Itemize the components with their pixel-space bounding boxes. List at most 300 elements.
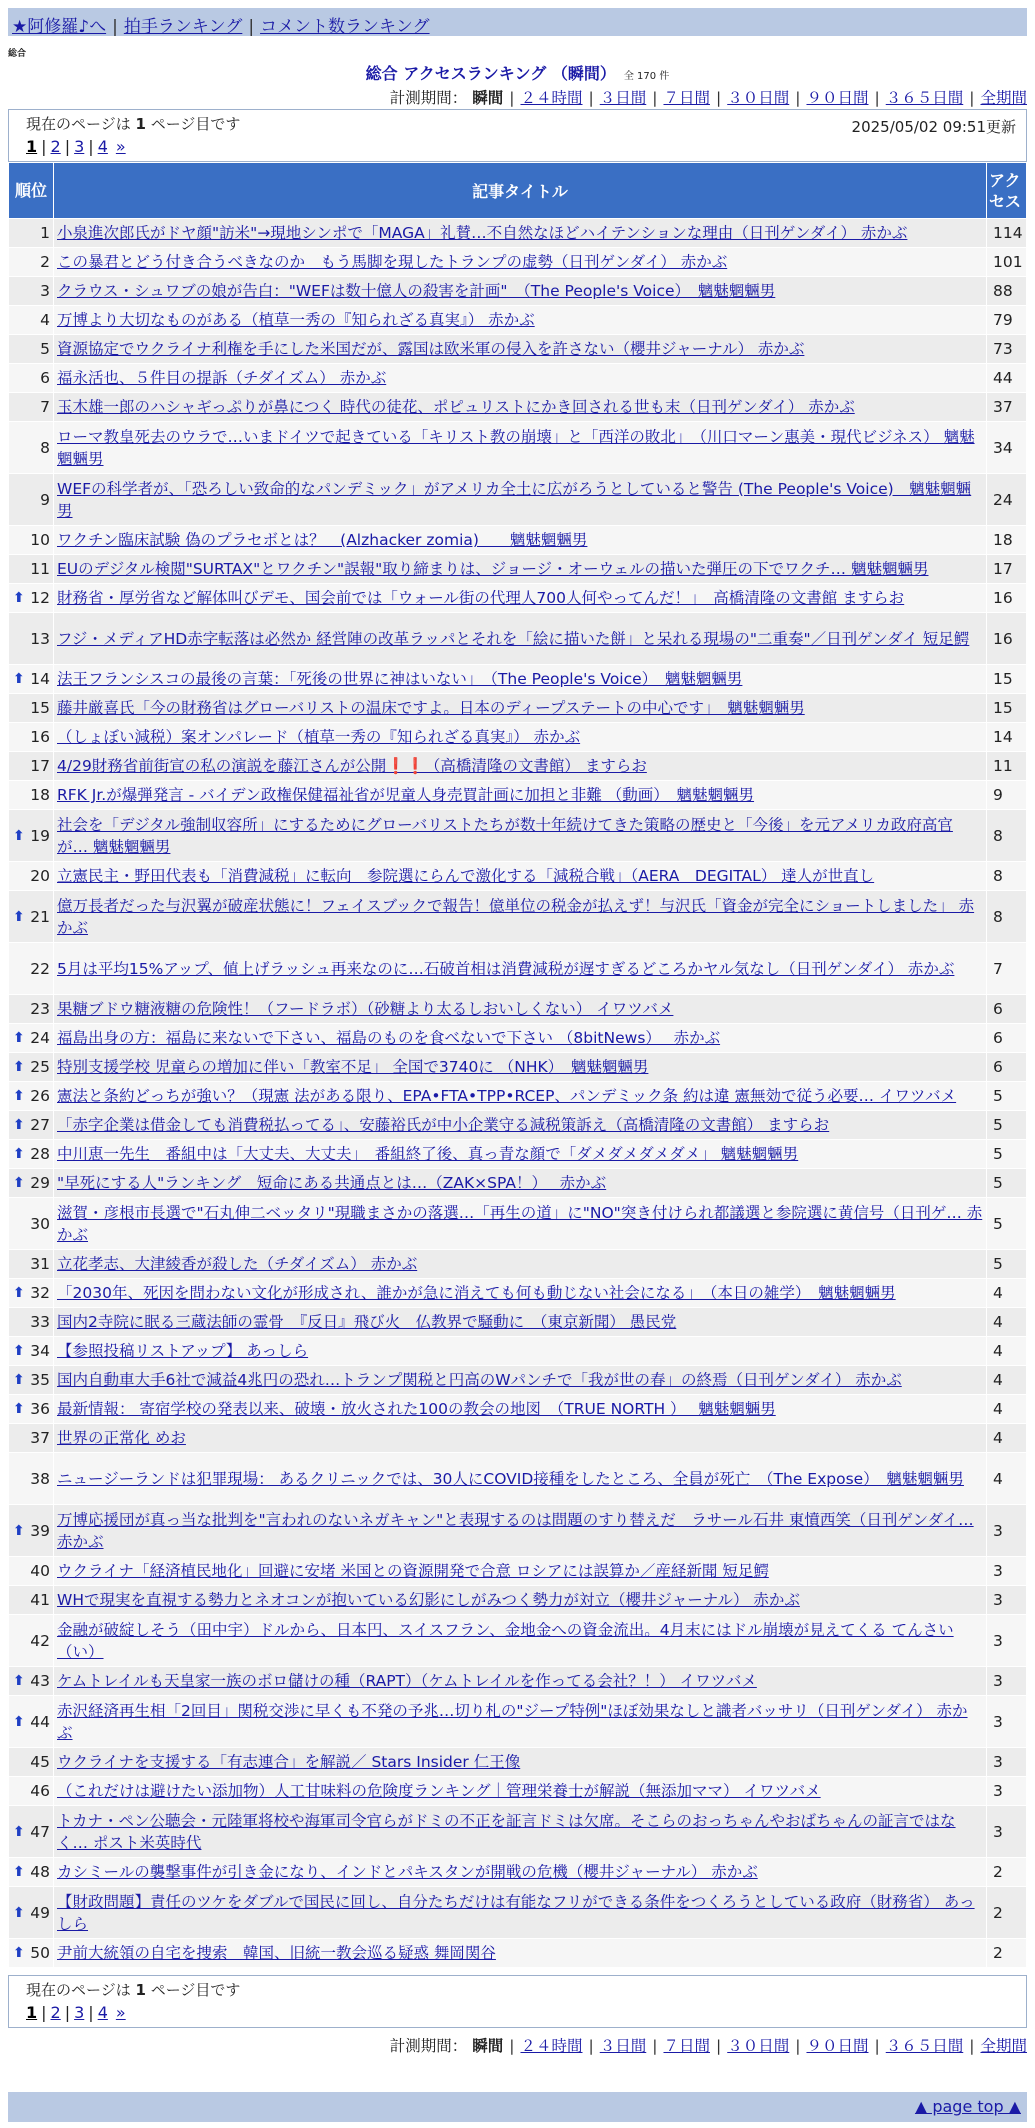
access-count: 5	[987, 1169, 1027, 1198]
table-row	[9, 1082, 1027, 1111]
access-count: 3	[987, 1557, 1027, 1586]
rank-cell	[9, 248, 54, 277]
rank-number: 42	[30, 1631, 50, 1650]
table-row	[9, 474, 1027, 526]
title-cell	[54, 1053, 987, 1082]
category-label: 総合	[8, 49, 27, 59]
rank-number: 28	[30, 1145, 50, 1163]
table-row	[9, 364, 1027, 393]
article-link[interactable]: 立花孝志、大津綾香が殺した（チダイズム） 赤かぶ	[57, 1255, 418, 1273]
article-link[interactable]: 立憲民主・野田代表も「消費減税」に転向 参院選にらんで激化する「減税合戦」（AERA DEGITAL） 達人が世直し	[57, 867, 875, 885]
title-cell	[54, 364, 987, 393]
up-arrow-icon: ⬆	[13, 1175, 25, 1191]
table-row	[9, 277, 1027, 306]
pager-current: 1	[26, 137, 38, 156]
article-link[interactable]: 尹前大統領の自宅を捜索 韓国、旧統一教会巡る疑惑 舞岡関谷	[57, 1944, 496, 1962]
top-nav-bar	[8, 8, 1027, 36]
rank-number: 34	[30, 1342, 50, 1360]
access-count: 7	[987, 943, 1027, 995]
period-all[interactable]: 全期間	[980, 89, 1027, 107]
rank-number: 19	[30, 826, 50, 845]
rank-number: 7	[40, 398, 50, 416]
rank-number: 37	[30, 1429, 50, 1447]
period-365d[interactable]: ３６５日間	[885, 2037, 964, 2055]
current-page-info: 現在のページは 1 ページ目です	[26, 115, 241, 133]
footer-bar	[8, 2092, 1027, 2122]
access-count: 3	[987, 1667, 1027, 1696]
article-link[interactable]: 万博応援団が真っ当な批判を"言われのないネガキャン"と表現するのは問題のすり替えだ ラサール石井 東憤西笑（日刊ゲンダイ… 赤かぶ	[57, 1510, 974, 1551]
access-count: 8	[987, 862, 1027, 891]
table-row	[9, 1615, 1027, 1667]
rank-cell	[9, 1424, 54, 1453]
title-cell	[54, 1308, 987, 1337]
rank-cell	[9, 1696, 54, 1748]
article-link[interactable]: ローマ教皇死去のウラで…いまドイツで起きている「キリスト教の崩壊」と「西洋の敗北」 （川口マーン惠美・現代ビジネス） 魑魅魍魎男	[57, 427, 975, 468]
rank-cell	[9, 1279, 54, 1308]
article-link[interactable]: 特別支援学校 児童らの増加に伴い「教室不足」 全国で3740に （NHK） 魑魅魍魎男	[57, 1058, 649, 1076]
pager-next[interactable]: »	[115, 137, 126, 156]
rank-number: 23	[30, 1000, 50, 1018]
rank-cell	[9, 1308, 54, 1337]
table-row	[9, 1024, 1027, 1053]
table-row	[9, 1696, 1027, 1748]
rank-number: 6	[40, 369, 50, 387]
title-cell	[54, 781, 987, 810]
access-count: 3	[987, 1696, 1027, 1748]
period-365d[interactable]: ３６５日間	[885, 89, 964, 107]
title-cell	[54, 1169, 987, 1198]
title-cell	[54, 943, 987, 995]
article-link[interactable]: 滋賀・彦根市長選で"石丸伸二ベッタリ"現職まさかの落選…「再生の道」に"NO"突き付けられ都議選と参院選に黄信号（日刊ゲ… 赤かぶ	[57, 1203, 983, 1244]
title-cell	[54, 1395, 987, 1424]
table-row	[9, 665, 1027, 694]
title-cell	[54, 1024, 987, 1053]
article-link[interactable]: ニュージーランドは犯罪現場： あるクリニックでは、30人にCOVID接種をしたところ、全員が死亡 （The Expose） 魑魅魍魎男	[57, 1469, 964, 1488]
period-30d[interactable]: ３０日間	[727, 89, 790, 107]
article-link[interactable]: （これだけは避けたい添加物）人工甘味料の危険度ランキング｜管理栄養士が解説（無添加ママ） イワツバメ	[57, 1782, 821, 1800]
article-link[interactable]: 金融が破綻しそう（田中宇）ドルから、日本円、スイスフラン、金地金への資金流出。4月末にはドル崩壊が見えてくる てんさい（い）	[57, 1620, 954, 1661]
rank-cell	[9, 1337, 54, 1366]
rank-cell	[9, 1806, 54, 1858]
period-selector-bottom: 計測期間： 瞬間 | ２４時間 | ３日間 | ７日間 | ３０日間 | ９０日間 | ３６５日間 | 全期間	[389, 2037, 1027, 2055]
pager-top: 1 | 2 | 3 | 4 »	[26, 137, 126, 156]
table-row	[9, 1424, 1027, 1453]
up-arrow-icon: ⬆	[13, 1945, 25, 1961]
title-cell	[54, 306, 987, 335]
table-row	[9, 248, 1027, 277]
access-count: 5	[987, 1250, 1027, 1279]
access-count: 14	[987, 723, 1027, 752]
table-row	[9, 781, 1027, 810]
title-cell	[54, 474, 987, 526]
table-row	[9, 555, 1027, 584]
rank-number: 24	[30, 1029, 50, 1047]
up-arrow-icon: ⬆	[13, 827, 25, 844]
up-arrow-icon: ⬆	[13, 1030, 25, 1046]
period-24h[interactable]: ２４時間	[520, 2037, 583, 2055]
access-count: 8	[987, 891, 1027, 943]
article-link[interactable]: 財務省・厚労省など解体叫びデモ、国会前では「ウォール街の代理人700人何やってんだ！」 高橋清隆の文書館 ますらお	[57, 589, 905, 607]
title-cell	[54, 1424, 987, 1453]
rank-number: 27	[30, 1116, 50, 1134]
access-count: 3	[987, 1505, 1027, 1557]
article-link[interactable]: 【財政問題】責任のツケをダブルで国民に回し、自分たちだけは有能なフリができる条件をつくろうとしている政府（財務省） あっしら	[57, 1892, 975, 1933]
table-row	[9, 1586, 1027, 1615]
pager-page-3[interactable]: 3	[74, 137, 85, 156]
article-link[interactable]: EUのデジタル検閲"SURTAX"とワクチン"誤報"取り締まりは、ジョージ・オーウェルの描いた弾圧の下でワクチ… 魑魅魍魎男	[57, 560, 929, 578]
article-link[interactable]: 最新情報： 寄宿学校の発表以来、破壊・放火された100の教会の地図 （TRUE NORTH ） 魑魅魍魎男	[57, 1400, 776, 1418]
rank-number: 41	[30, 1591, 50, 1609]
up-arrow-icon: ⬆	[13, 1146, 25, 1162]
period-label: 計測期間：	[389, 2037, 468, 2055]
period-current: 瞬間	[472, 89, 504, 107]
access-count: 101	[987, 248, 1027, 277]
article-link[interactable]: ケムトレイルも天皇家一族のボロ儲けの種（RAPT）（ケムトレイルを作ってる会社？！） イワツバメ	[57, 1672, 757, 1690]
rank-number: 45	[30, 1753, 50, 1771]
access-count: 34	[987, 422, 1027, 474]
period-90d[interactable]: ９０日間	[806, 89, 869, 107]
rank-cell	[9, 1453, 54, 1505]
period-90d[interactable]: ９０日間	[806, 2037, 869, 2055]
period-3d[interactable]: ３日間	[599, 89, 647, 107]
table-row	[9, 1053, 1027, 1082]
article-link[interactable]: 国内自動車大手6社で減益4兆円の恐れ…トランプ関税と円高のWパンチで「我が世の春」の終焉（日刊ゲンダイ） 赤かぶ	[57, 1371, 902, 1389]
title-cell	[54, 335, 987, 364]
article-link[interactable]: フジ・メディアHD赤字転落は必然か 経営陣の改革ラッパとそれを「絵に描いた餅」と呆れる現場の"二重奏"／日刊ゲンダイ 短足鰐	[57, 629, 970, 648]
rank-cell	[9, 474, 54, 526]
access-count: 79	[987, 306, 1027, 335]
title-cell	[54, 219, 987, 248]
rank-cell	[9, 1939, 54, 1968]
rank-cell	[9, 1024, 54, 1053]
table-row	[9, 1887, 1027, 1939]
article-link[interactable]: WHで現実を直視する勢力とネオコンが抱いている幻影にしがみつく勢力が対立（櫻井ジャーナル） 赤かぶ	[57, 1591, 800, 1609]
title-cell	[54, 1557, 987, 1586]
rank-cell	[9, 219, 54, 248]
table-row	[9, 1308, 1027, 1337]
rank-cell	[9, 1250, 54, 1279]
rank-number: 18	[30, 786, 50, 804]
table-row	[9, 306, 1027, 335]
access-count: 5	[987, 1111, 1027, 1140]
access-count: 17	[987, 555, 1027, 584]
article-link[interactable]: 赤沢経済再生相「2回目」関税交渉に早くも不発の予兆…切り札の"ジープ特例"ほぼ効果なしと識者バッサリ（日刊ゲンダイ） 赤かぶ	[57, 1701, 968, 1742]
article-link[interactable]: 世界の正常化 めお	[57, 1429, 186, 1447]
access-count: 5	[987, 1198, 1027, 1250]
pager-page-2[interactable]: 2	[50, 137, 61, 156]
rank-number: 26	[30, 1087, 50, 1105]
article-link[interactable]: 【参照投稿リストアップ】 あっしら	[57, 1342, 309, 1360]
rank-cell	[9, 1667, 54, 1696]
period-current: 瞬間	[472, 2037, 504, 2055]
up-arrow-icon: ⬆	[13, 1864, 25, 1880]
rank-number: 21	[30, 907, 50, 926]
article-link[interactable]: （しょぼい減税）案オンパレード（植草一秀の『知られざる真実』） 赤かぶ	[57, 728, 581, 746]
title-cell	[54, 694, 987, 723]
article-link[interactable]: クラウス・シュワブの娘が告白："WEFは数十億人の殺害を計画" （The People's Voice） 魑魅魍魎男	[57, 282, 776, 300]
rank-cell	[9, 1395, 54, 1424]
period-24h[interactable]: ２４時間	[520, 89, 583, 107]
rank-number: 46	[30, 1782, 50, 1800]
rank-number: 44	[30, 1712, 50, 1731]
access-count: 4	[987, 1424, 1027, 1453]
rank-number: 33	[30, 1313, 50, 1331]
up-arrow-icon: ⬆	[13, 1372, 25, 1388]
header-rank: 順位	[9, 163, 54, 219]
title-cell	[54, 1667, 987, 1696]
rank-number: 47	[30, 1822, 50, 1841]
table-row	[9, 1366, 1027, 1395]
rank-number: 31	[30, 1255, 50, 1273]
rank-cell	[9, 1887, 54, 1939]
title-cell	[54, 584, 987, 613]
access-count: 37	[987, 393, 1027, 422]
article-link[interactable]: WEFの科学者が、「恐ろしい致命的なパンデミック」がアメリカ全土に広がろうとしていると警告 (The People's Voice) 魑魅魍魎男	[57, 479, 972, 520]
title-cell	[54, 862, 987, 891]
rank-cell	[9, 364, 54, 393]
table-row	[9, 1337, 1027, 1366]
rank-cell	[9, 584, 54, 613]
article-link[interactable]: 福島出身の方：福島に来ないで下さい、福島のものを食べないで下さい （8bitNews） 赤かぶ	[57, 1029, 721, 1047]
rank-number: 48	[30, 1863, 50, 1881]
nav-link-clap-ranking[interactable]: 拍手ランキング	[123, 17, 243, 37]
table-row	[9, 1279, 1027, 1308]
ranking-rows	[9, 219, 1027, 1968]
period-30d[interactable]: ３０日間	[727, 2037, 790, 2055]
article-link[interactable]: 小泉進次郎氏がドヤ顔"訪米"→現地シンポで「MAGA」礼賛…不自然なほどハイテンションな理由（日刊ゲンダイ） 赤かぶ	[57, 224, 908, 242]
title-cell	[54, 1615, 987, 1667]
article-link[interactable]: カシミールの襲撃事件が引き金になり、インドとパキスタンが開戦の危機（櫻井ジャーナル） 赤かぶ	[57, 1863, 758, 1881]
period-3d[interactable]: ３日間	[599, 2037, 647, 2055]
title-cell	[54, 1586, 987, 1615]
access-count: 18	[987, 526, 1027, 555]
access-count: 24	[987, 474, 1027, 526]
rank-cell	[9, 422, 54, 474]
rank-cell	[9, 1198, 54, 1250]
period-all[interactable]: 全期間	[980, 2037, 1027, 2055]
title-cell	[54, 1279, 987, 1308]
rank-number: 12	[30, 589, 50, 607]
access-count: 11	[987, 752, 1027, 781]
rank-number: 16	[30, 728, 50, 746]
title-cell	[54, 1748, 987, 1777]
title-cell	[54, 723, 987, 752]
access-count: 3	[987, 1806, 1027, 1858]
title-cell	[54, 1366, 987, 1395]
table-row	[9, 526, 1027, 555]
article-link[interactable]: 万博より大切なものがある（植草一秀の『知られざる真実』） 赤かぶ	[57, 311, 535, 329]
rank-cell	[9, 277, 54, 306]
access-count: 73	[987, 335, 1027, 364]
rank-cell	[9, 1777, 54, 1806]
rank-number: 49	[30, 1903, 50, 1922]
table-row	[9, 393, 1027, 422]
article-link[interactable]: "早死にする人"ランキング 短命にある共通点とは…（ZAK×SPA！） 赤かぶ	[57, 1174, 607, 1192]
access-count: 3	[987, 1586, 1027, 1615]
article-link[interactable]: ウクライナ「経済植民地化」回避に安堵 米国との資源開発で合意 ロシアには誤算か／産経新聞 短足鰐	[57, 1562, 769, 1580]
access-count: 9	[987, 781, 1027, 810]
access-count: 4	[987, 1279, 1027, 1308]
up-arrow-icon: ⬆	[13, 1343, 25, 1359]
article-link[interactable]: 中川恵一先生 番組中は「大丈夫、大丈夫」 番組終了後、真っ青な顔で「ダメダメダメダメ」 魑魅魍魎男	[57, 1145, 799, 1163]
period-7d[interactable]: ７日間	[663, 2037, 710, 2055]
title-cell	[54, 1696, 987, 1748]
table-row	[9, 1505, 1027, 1557]
rank-number: 9	[40, 490, 50, 509]
title-cell	[54, 1777, 987, 1806]
title-cell	[54, 1806, 987, 1858]
table-row	[9, 810, 1027, 862]
title-cell	[54, 810, 987, 862]
rank-cell	[9, 1082, 54, 1111]
article-link[interactable]: 法王フランシスコの最後の言葉：「死後の世界に神はいない」 （The People's Voice） 魑魅魍魎男	[57, 670, 743, 688]
title-cell	[54, 422, 987, 474]
rank-cell	[9, 1505, 54, 1557]
rank-cell	[9, 306, 54, 335]
article-link[interactable]: RFK Jr.が爆弾発言 - バイデン政権保健福祉省が児童人身売買計画に加担と非難 （動画） 魑魅魍魎男	[57, 786, 755, 804]
rank-number: 40	[30, 1562, 50, 1580]
period-label: 計測期間：	[389, 89, 468, 107]
article-link[interactable]: 億万長者だった与沢翼が破産状態に！フェイスブックで報告！億単位の税金が払えず！与沢氏「資金が完全にショートしました」 赤かぶ	[57, 896, 975, 937]
rank-cell	[9, 781, 54, 810]
article-link[interactable]: ワクチン臨床試験 偽のプラセボとは？ (Alzhacker zomia) 魑魅魍魎男	[57, 531, 588, 549]
access-count: 3	[987, 1777, 1027, 1806]
rank-cell	[9, 810, 54, 862]
up-arrow-icon: ⬆	[13, 1059, 25, 1075]
title-cell	[54, 526, 987, 555]
rank-number: 10	[30, 531, 50, 549]
up-arrow-icon: ⬆	[13, 1823, 25, 1840]
rank-cell	[9, 943, 54, 995]
nav-link-comment-ranking[interactable]: コメント数ランキング	[260, 17, 430, 37]
rank-number: 14	[30, 670, 50, 688]
rank-number: 3	[40, 282, 50, 300]
rank-cell	[9, 526, 54, 555]
article-link[interactable]: トカナ・ペン公聴会・元陸軍将校や海軍司令官らがドミの不正を証言ドミは欠席。そこらのおっちゃんやおばちゃんの証言ではな く… ポスト米英時代	[57, 1811, 956, 1852]
access-count: 44	[987, 364, 1027, 393]
pager-next[interactable]: »	[115, 2003, 126, 2022]
access-count: 6	[987, 1024, 1027, 1053]
page-info-box-bottom	[8, 1975, 1027, 2028]
header-access: アクセス	[987, 163, 1027, 219]
title-cell	[54, 248, 987, 277]
rank-number: 32	[30, 1284, 50, 1302]
rank-number: 20	[30, 867, 50, 885]
rank-cell	[9, 1615, 54, 1667]
rank-number: 36	[30, 1400, 50, 1418]
rank-cell	[9, 555, 54, 584]
rank-cell	[9, 1053, 54, 1082]
access-count: 16	[987, 584, 1027, 613]
article-link[interactable]: 国内2寺院に眠る三蔵法師の霊骨 『反日』飛び火 仏教界で騒動に （東京新聞） 愚民党	[57, 1313, 677, 1331]
up-arrow-icon: ⬆	[13, 1285, 25, 1301]
table-row	[9, 584, 1027, 613]
up-arrow-icon: ⬆	[13, 1401, 25, 1417]
access-count: 15	[987, 665, 1027, 694]
table-row	[9, 422, 1027, 474]
up-arrow-icon: ⬆	[13, 671, 25, 687]
rank-number: 15	[30, 699, 50, 717]
table-row	[9, 891, 1027, 943]
article-link[interactable]: 5月は平均15%アップ、値上げラッシュ再来なのに…石破首相は消費減税が遅すぎるどころかヤル気なし（日刊ゲンダイ） 赤かぶ	[57, 959, 955, 978]
page-title	[0, 61, 1035, 84]
article-link[interactable]: この暴君とどう付き合うべきなのか もう馬脚を現したトランプの虚勢（日刊ゲンダイ） 赤かぶ	[57, 253, 728, 271]
table-row	[9, 1198, 1027, 1250]
rank-cell	[9, 1366, 54, 1395]
article-link[interactable]: 玉木雄一郎のハシャギっぷりが鼻につく 時代の徒花、ポピュリストにかき回される世も末（日刊ゲンダイ） 赤かぶ	[57, 398, 855, 416]
up-arrow-icon: ⬆	[13, 908, 25, 925]
access-count: 5	[987, 1140, 1027, 1169]
access-count: 4	[987, 1308, 1027, 1337]
page-info-box-top	[8, 109, 1027, 162]
access-count: 8	[987, 810, 1027, 862]
article-link[interactable]: 藤井厳喜氏「今の財務省はグローバリストの温床ですよ。日本のディープステートの中心です」 魑魅魍魎男	[57, 699, 805, 717]
rank-number: 2	[40, 253, 50, 271]
rank-number: 5	[40, 340, 50, 358]
up-arrow-icon: ⬆	[13, 1673, 25, 1689]
rank-number: 25	[30, 1058, 50, 1076]
access-count: 2	[987, 1939, 1027, 1968]
pager-page-4[interactable]: 4	[97, 137, 108, 156]
nav-separator: |	[112, 17, 118, 37]
article-link[interactable]: 資源協定でウクライナ利権を手にした米国だが、露国は欧米軍の侵入を許さない（櫻井ジャーナル） 赤かぶ	[57, 340, 805, 358]
title-cell	[54, 555, 987, 584]
table-row	[9, 335, 1027, 364]
title-cell	[54, 1337, 987, 1366]
article-link[interactable]: ウクライナを支援する「有志連合」を解説／ Stars Insider 仁王像	[57, 1753, 521, 1771]
rank-number: 8	[40, 438, 50, 457]
pager-current: 1	[26, 2003, 38, 2022]
access-count: 114	[987, 219, 1027, 248]
table-row	[9, 1748, 1027, 1777]
table-row	[9, 1777, 1027, 1806]
pager-page-4[interactable]: 4	[97, 2003, 108, 2022]
article-link[interactable]: 「赤字企業は借金しても消費税払ってる」、安藤裕氏が中小企業守る減税策訴え（高橋清隆の文書館） ますらお	[57, 1116, 830, 1134]
rank-cell	[9, 335, 54, 364]
table-row	[9, 1111, 1027, 1140]
article-link[interactable]: 福永活也、５件目の提訴（チダイズム） 赤かぶ	[57, 369, 387, 387]
rank-cell	[9, 694, 54, 723]
updated-timestamp: 2025/05/02 09:51更新	[851, 118, 1016, 136]
title-cell	[54, 752, 987, 781]
article-link[interactable]: 「2030年、死因を問わない文化が形成され、誰かが急に消えても何も動じない社会になる」 （本日の雑学） 魑魅魍魎男	[57, 1284, 896, 1302]
rank-cell	[9, 393, 54, 422]
page-top-link[interactable]: ▲ page top ▲	[914, 2097, 1021, 2116]
title-cell	[54, 277, 987, 306]
rank-cell	[9, 1586, 54, 1615]
rank-number: 30	[30, 1214, 50, 1233]
article-link[interactable]: 憲法と条約どっちが強い？（現憲 法がある限り、EPA•FTA•TPP•RCEP、パンデミック条 約は違 憲無効で従う必要… イワツバメ	[57, 1087, 957, 1105]
current-page-info-bottom: 現在のページは 1 ページ目です	[26, 1981, 241, 1999]
rank-number: 35	[30, 1371, 50, 1389]
title-cell	[54, 891, 987, 943]
rank-number: 17	[30, 757, 50, 775]
up-arrow-icon: ⬆	[13, 1117, 25, 1133]
rank-cell	[9, 723, 54, 752]
nav-link-home[interactable]: ★阿修羅♪へ	[12, 17, 107, 37]
access-count: 6	[987, 995, 1027, 1024]
article-link[interactable]: 4/29財務省前街宣の私の演説を藤江さんが公開❗️❗️（高橋清隆の文書館） ますらお	[57, 757, 647, 775]
period-7d[interactable]: ７日間	[663, 89, 710, 107]
article-link[interactable]: 果糖ブドウ糖液糖の危険性！（フードラボ）（砂糖より太るしおいしくない） イワツバメ	[57, 1000, 674, 1018]
title-cell	[54, 1939, 987, 1968]
pager-page-2[interactable]: 2	[50, 2003, 61, 2022]
access-count: 4	[987, 1395, 1027, 1424]
pager-page-3[interactable]: 3	[74, 2003, 85, 2022]
rank-number: 4	[40, 311, 50, 329]
article-link[interactable]: 社会を「デジタル強制収容所」にするためにグローバリストたちが数十年続けてきた策略の歴史と「今後」を元アメリカ政府高官が… 魑魅魍魎男	[57, 815, 953, 856]
rank-cell	[9, 891, 54, 943]
